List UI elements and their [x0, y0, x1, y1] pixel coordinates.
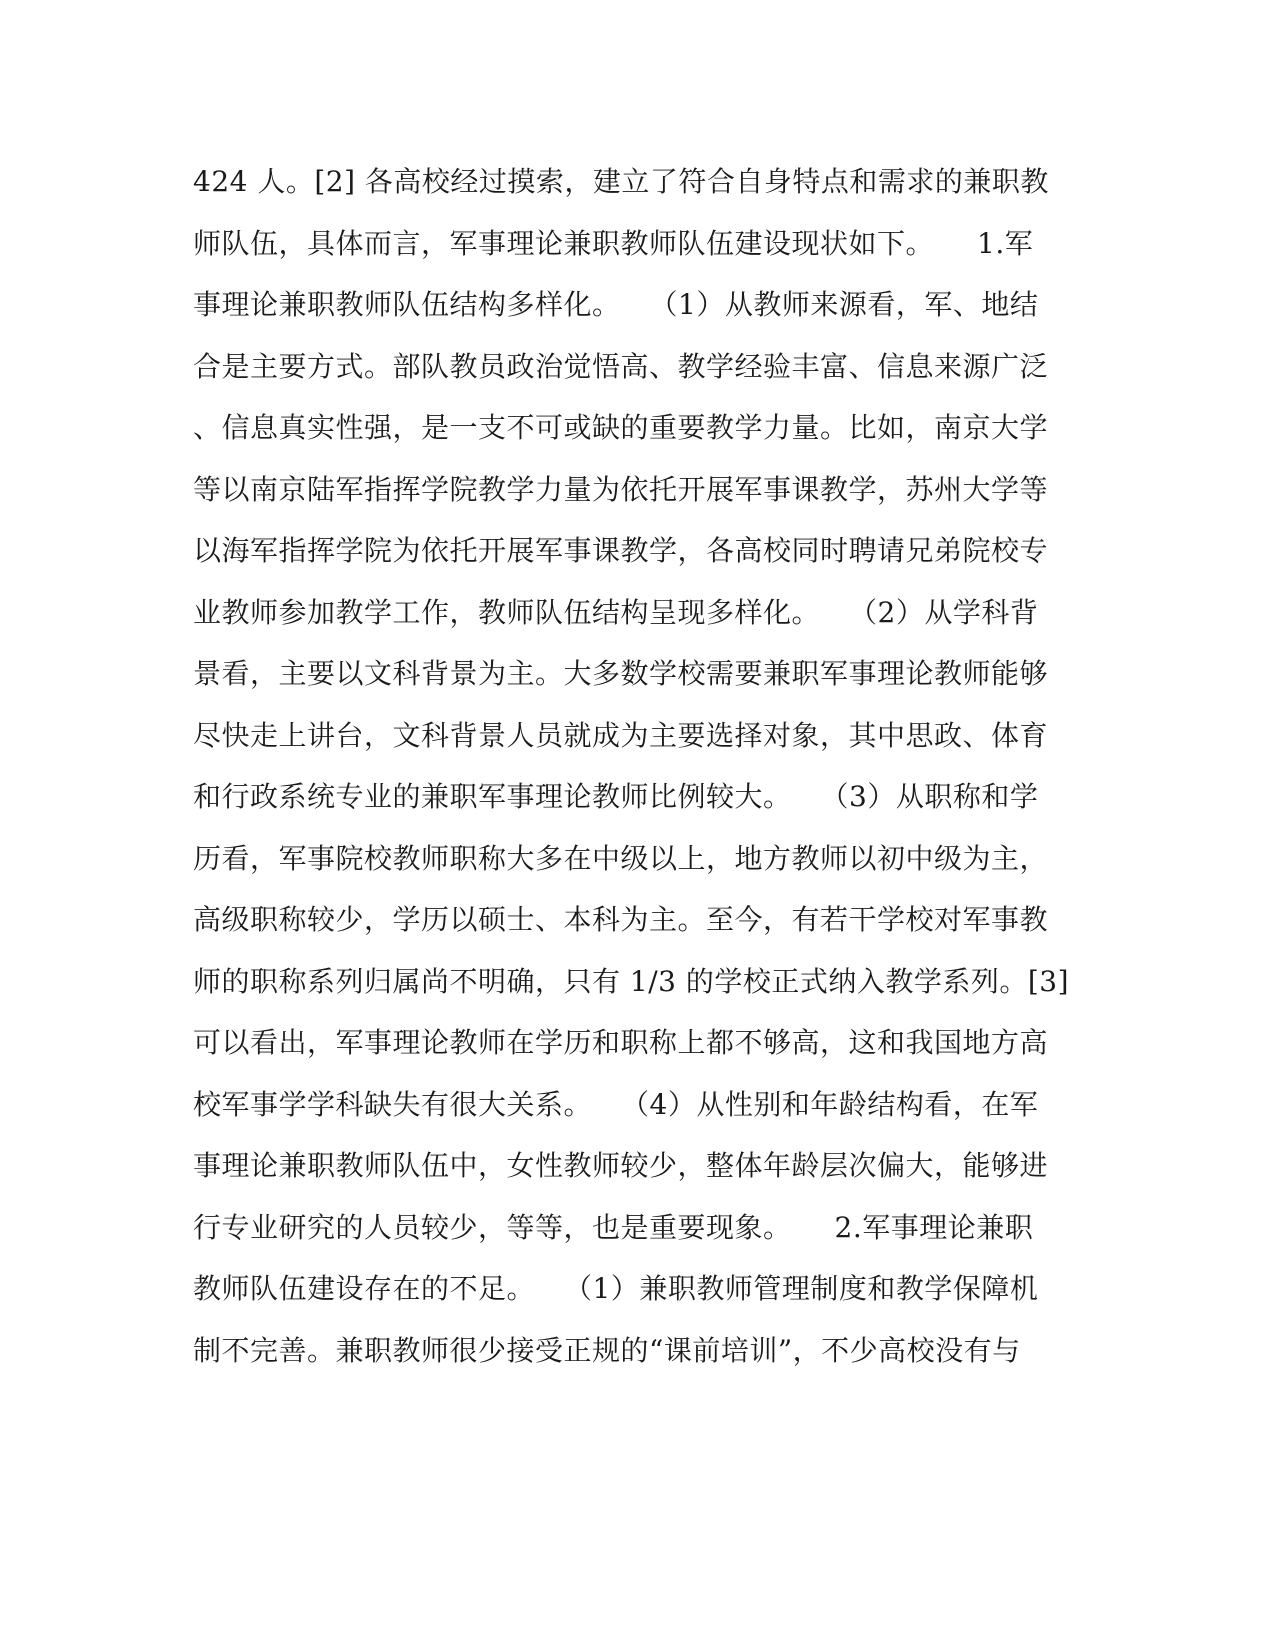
text-line: 高级职称较少，学历以硕士、本科为主。至今，有若干学校对军事教	[193, 903, 1049, 936]
text-line: 校军事学学科缺失有很大关系。 （4）从性别和年龄结构看，在军	[193, 1088, 1039, 1121]
text-line: 、信息真实性强，是一支不可或缺的重要教学力量。比如，南京大学	[193, 411, 1049, 444]
text-line: 等以南京陆军指挥学院教学力量为依托开展军事课教学，苏州大学等	[193, 473, 1049, 506]
text-line: 尽快走上讲台，文科背景人员就成为主要选择对象，其中思政、体育	[193, 719, 1049, 752]
text-line: 424 人。[2] 各高校经过摸索，建立了符合自身特点和需求的兼职教	[193, 165, 1049, 198]
text-line: 师的职称系列归属尚不明确，只有 1/3 的学校正式纳入教学系列。[3]	[193, 965, 1070, 998]
text-line: 行专业研究的人员较少，等等，也是重要现象。 2.军事理论兼职	[193, 1211, 1034, 1244]
text-line: 历看，军事院校教师职称大多在中级以上，地方教师以初中级为主，	[193, 842, 1049, 875]
text-line: 合是主要方式。部队教员政治觉悟高、教学经验丰富、信息来源广泛	[193, 350, 1049, 383]
text-line: 制不完善。兼职教师很少接受正规的“课前培训”，不少高校没有与	[193, 1334, 1021, 1367]
text-line: 事理论兼职教师队伍中，女性教师较少，整体年龄层次偏大，能够进	[193, 1149, 1049, 1182]
text-line: 和行政系统专业的兼职军事理论教师比例较大。 （3）从职称和学	[193, 780, 1039, 813]
text-line: 景看，主要以文科背景为主。大多数学校需要兼职军事理论教师能够	[193, 657, 1049, 690]
text-line: 业教师参加教学工作，教师队伍结构呈现多样化。 （2）从学科背	[193, 596, 1039, 629]
text-line: 可以看出，军事理论教师在学历和职称上都不够高，这和我国地方高	[193, 1026, 1049, 1059]
text-line: 师队伍，具体而言，军事理论兼职教师队伍建设现状如下。 1.军	[193, 227, 1034, 260]
text-line: 事理论兼职教师队伍结构多样化。 （1）从教师来源看，军、地结	[193, 288, 1039, 321]
text-line: 教师队伍建设存在的不足。 （1）兼职教师管理制度和教学保障机	[193, 1272, 1039, 1305]
text-line: 以海军指挥学院为依托开展军事课教学，各高校同时聘请兄弟院校专	[193, 534, 1049, 567]
